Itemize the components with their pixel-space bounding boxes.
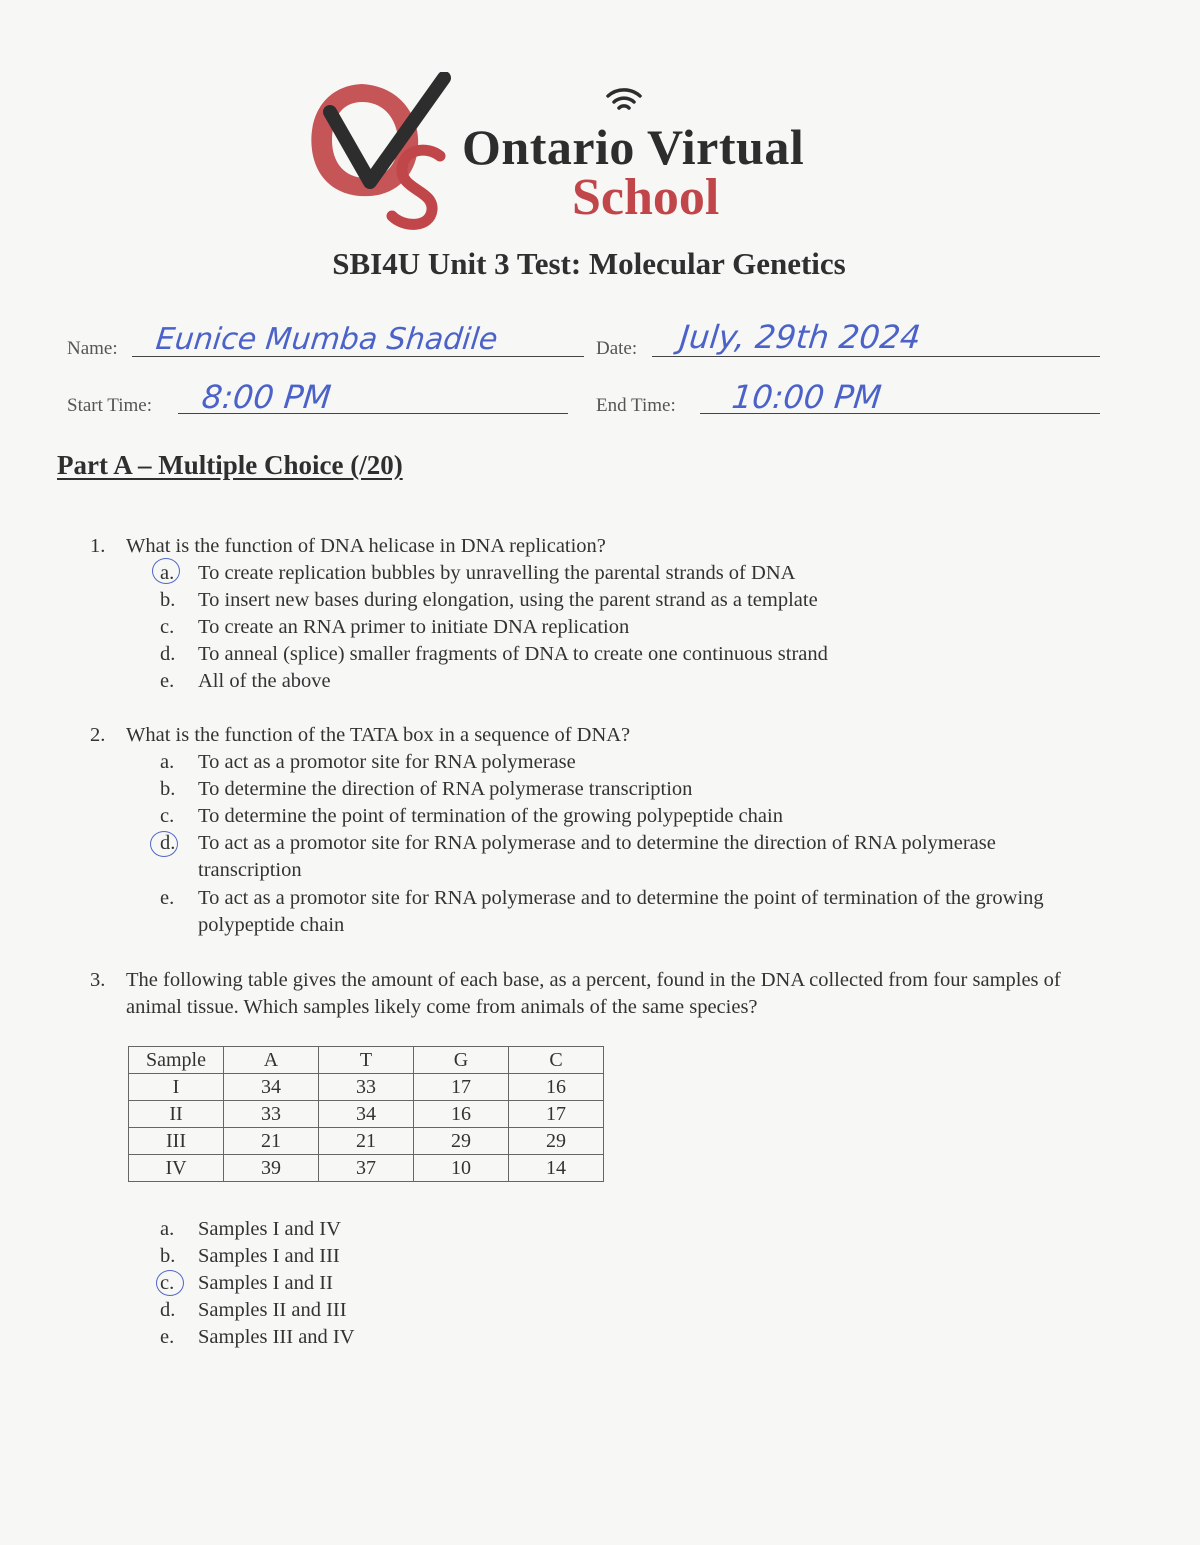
table-cell: I (129, 1074, 224, 1101)
table-cell: 14 (509, 1155, 604, 1182)
table-header: Sample (129, 1047, 224, 1074)
option-2b[interactable]: b. To determine the direction of RNA polymerase transcription (160, 778, 693, 800)
date-label: Date: (596, 338, 638, 359)
section-heading: Part A – Multiple Choice (/20) (57, 450, 403, 480)
end-time-handwritten[interactable]: 10:00 PM (730, 378, 884, 416)
date-handwritten[interactable]: July, 29th 2024 (678, 318, 923, 356)
table-header: C (509, 1047, 604, 1074)
table-header: G (414, 1047, 509, 1074)
table-row (129, 1155, 604, 1182)
logo-line-1: Ontario Virtual (462, 119, 805, 175)
table-cell: III (129, 1128, 224, 1155)
table-cell: IV (129, 1155, 224, 1182)
table-cell: 16 (414, 1101, 509, 1128)
option-3d[interactable]: d. Samples II and III (160, 1299, 347, 1321)
option-2d[interactable]: d. To act as a promotor site for RNA polymerase and to determine the direction of RNA polymerase transcription (160, 832, 996, 881)
table-cell: 29 (414, 1128, 509, 1155)
table-header: T (319, 1047, 414, 1074)
start-time-handwritten[interactable]: 8:00 PM (200, 378, 333, 416)
option-3c[interactable]: c. Samples I and II (160, 1272, 333, 1294)
table-cell: II (129, 1101, 224, 1128)
option-2a[interactable]: a. To act as a promotor site for RNA polymerase (160, 751, 576, 773)
option-1b[interactable]: b. To insert new bases during elongation, using the parent strand as a template (160, 589, 818, 611)
option-3e[interactable]: e. Samples III and IV (160, 1326, 355, 1348)
question-number: 3. (90, 969, 106, 991)
base-percent-table (128, 1046, 604, 1182)
option-1a[interactable]: a. To create replication bubbles by unravelling the parental strands of DNA (160, 562, 796, 584)
option-3b[interactable]: b. Samples I and III (160, 1245, 340, 1267)
start-time-label: Start Time: (67, 395, 152, 416)
option-1d[interactable]: d. To anneal (splice) smaller fragments of DNA to create one continuous strand (160, 643, 828, 665)
table-cell: 17 (414, 1074, 509, 1101)
question-number: 2. (90, 724, 106, 746)
question-text: The following table gives the amount of each base, as a percent, found in the DNA collected from four samples of animal tissue. Which samples likely come from animals of the same species? (126, 969, 1061, 1018)
table-cell: 29 (509, 1128, 604, 1155)
end-time-label: End Time: (596, 395, 676, 416)
table-header: A (224, 1047, 319, 1074)
question-number: 1. (90, 535, 106, 557)
table-row (129, 1128, 604, 1155)
table-cell: 21 (319, 1128, 414, 1155)
option-2e[interactable]: e. To act as a promotor site for RNA polymerase and to determine the point of termination of the growing polypeptide chain (160, 887, 1044, 936)
table-cell: 16 (509, 1074, 604, 1101)
option-2c[interactable]: c. To determine the point of termination of the growing polypeptide chain (160, 805, 783, 827)
table-cell: 33 (224, 1101, 319, 1128)
table-header-row (129, 1047, 604, 1074)
table-cell: 17 (509, 1101, 604, 1128)
wifi-icon (608, 90, 640, 108)
option-1c[interactable]: c. To create an RNA primer to initiate DNA replication (160, 616, 630, 638)
option-3a[interactable]: a. Samples I and IV (160, 1218, 341, 1240)
table-cell: 34 (224, 1074, 319, 1101)
name-handwritten[interactable]: Eunice Mumba Shadile (154, 322, 500, 357)
question-text: What is the function of the TATA box in a sequence of DNA? (126, 724, 631, 746)
option-1e[interactable]: e. All of the above (160, 670, 331, 692)
table-row (129, 1101, 604, 1128)
question-text: What is the function of DNA helicase in DNA replication? (126, 535, 606, 557)
table-row (129, 1074, 604, 1101)
logo-line-2: School (572, 169, 720, 226)
table-cell: 21 (224, 1128, 319, 1155)
table-cell: 39 (224, 1155, 319, 1182)
question-1 (90, 533, 606, 560)
question-2 (90, 722, 630, 749)
table-cell: 34 (319, 1101, 414, 1128)
name-label: Name: (67, 338, 118, 359)
table-cell: 33 (319, 1074, 414, 1101)
date-line (652, 356, 1100, 357)
table-cell: 37 (319, 1155, 414, 1182)
table-cell: 10 (414, 1155, 509, 1182)
question-3 (90, 967, 1110, 1021)
page-title: SBI4U Unit 3 Test: Molecular Genetics (332, 246, 846, 281)
